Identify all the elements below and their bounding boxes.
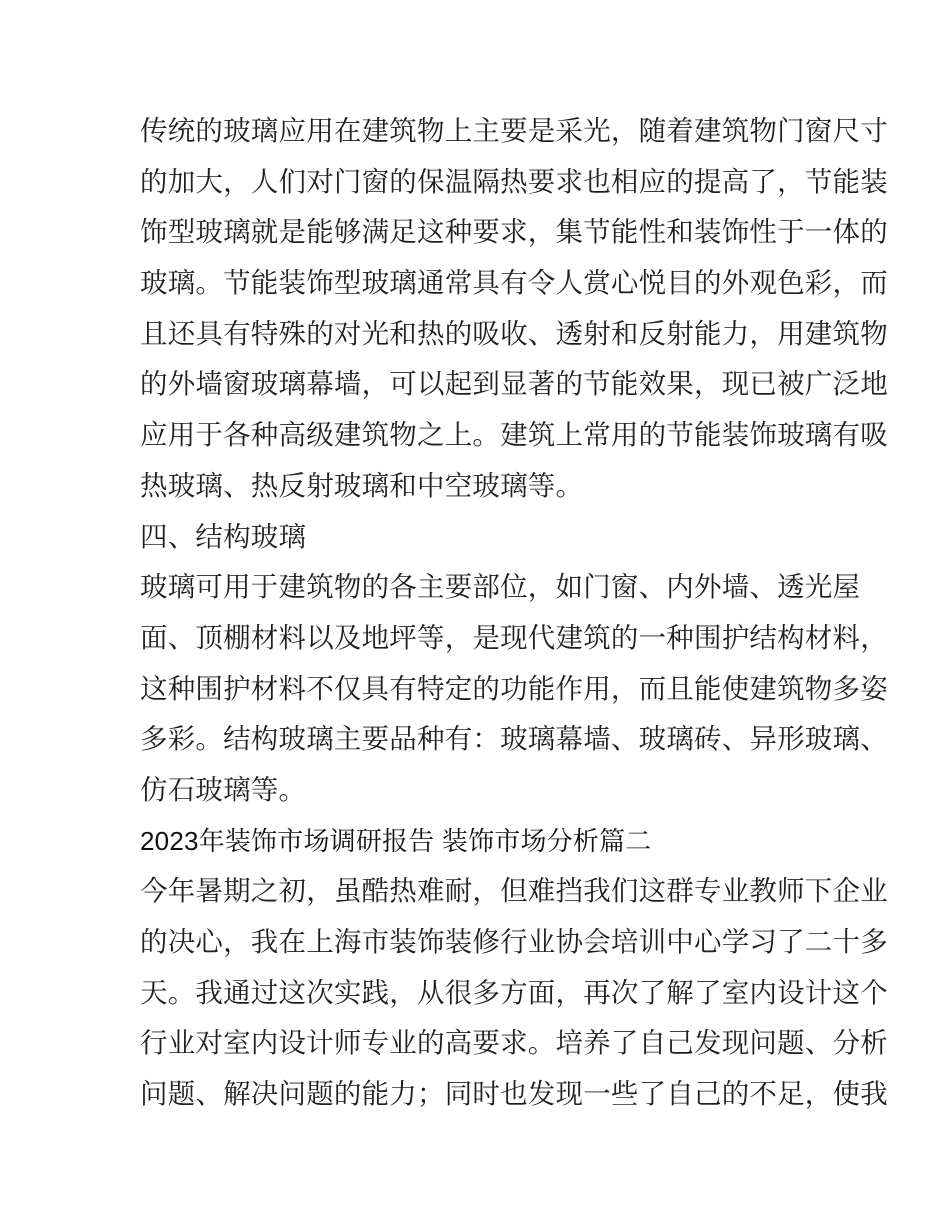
document-page bbox=[140, 106, 888, 1120]
text-line: 的决心，我在上海市装饰装修行业协会培训中心学习了二十多 bbox=[140, 926, 888, 957]
section-title: 2023年装饰市场调研报告 装饰市场分析篇二 bbox=[140, 825, 652, 856]
paragraph-glass-energy-saving bbox=[140, 106, 888, 512]
text-line: 仿石玻璃等。 bbox=[140, 773, 307, 805]
text-line: 多彩。结构玻璃主要品种有：玻璃幕墙、玻璃砖、异形玻璃、 bbox=[140, 723, 888, 755]
text-line: 天。我通过这次实践，从很多方面，再次了解了室内设计这个 bbox=[140, 976, 888, 1008]
text-line: 热玻璃、热反射玻璃和中空玻璃等。 bbox=[140, 469, 584, 501]
text-line: 应用于各种高级建筑物之上。建筑上常用的节能装饰玻璃有吸 bbox=[140, 419, 888, 451]
text-line: 问题、解决问题的能力；同时也发现一些了自己的不足，使我 bbox=[140, 1078, 888, 1110]
text-line: 玻璃可用于建筑物的各主要部位，如门窗、内外墙、透光屋 bbox=[140, 571, 861, 603]
text-line: 且还具有特殊的对光和热的吸收、透射和反射能力，用建筑物 bbox=[140, 317, 888, 349]
text-line: 面、顶棚材料以及地坪等，是现代建筑的一种围护结构材料， bbox=[140, 621, 888, 653]
text-line: 玻璃。节能装饰型玻璃通常具有令人赏心悦目的外观色彩，而 bbox=[140, 267, 888, 299]
paragraph-internship bbox=[140, 866, 888, 1119]
text-line: 行业对室内设计师专业的高要求。培养了自己发现问题、分析 bbox=[140, 1027, 888, 1059]
text-line: 的加大，人们对门窗的保温隔热要求也相应的提高了，节能装 bbox=[140, 165, 888, 197]
text-line: 饰型玻璃就是能够满足这种要求，集节能性和装饰性于一体的 bbox=[140, 216, 888, 248]
text-line: 这种围护材料不仅具有特定的功能作用，而且能使建筑物多姿 bbox=[140, 672, 888, 704]
paragraph-structural-glass bbox=[140, 562, 888, 815]
text-line: 今年暑期之初，虽酷热难耐，但难挡我们这群专业教师下企业 bbox=[140, 875, 888, 907]
text-line: 传统的玻璃应用在建筑物上主要是采光，随着建筑物门窗尺寸 bbox=[140, 115, 888, 146]
text-line: 的外墙窗玻璃幕墙，可以起到显著的节能效果，现已被广泛地 bbox=[140, 368, 888, 400]
section-heading: 四、结构玻璃 bbox=[140, 520, 307, 552]
